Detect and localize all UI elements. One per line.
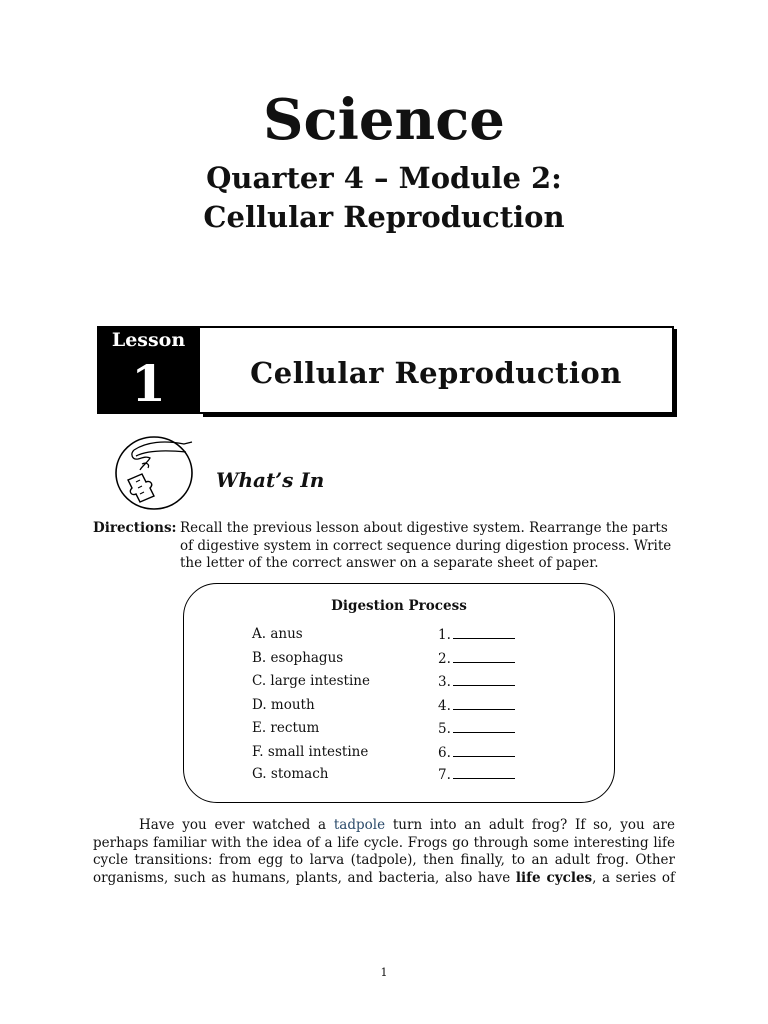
lesson-badge <box>97 326 200 414</box>
answer-blank: 1. <box>438 626 515 643</box>
digestion-item: E. rectum <box>252 720 320 736</box>
digestion-item: B. esophagus <box>252 650 344 666</box>
paragraph-line: organisms, such as humans, plants, and bacteria, also have life cycles, a series of <box>93 869 675 886</box>
body-paragraph <box>93 817 675 887</box>
keyword-tadpole: tadpole <box>333 817 386 833</box>
digestion-title: Digestion Process <box>331 598 467 614</box>
lesson-label: Lesson <box>111 329 186 351</box>
digestion-item: D. mouth <box>252 697 315 713</box>
paragraph-line: cycle transitions: from egg to larva (tadpole), then finally, to an adult frog. Other <box>93 852 675 868</box>
page-number: 1 <box>380 966 388 979</box>
answer-blank: 6. <box>438 744 515 761</box>
answer-blank: 4. <box>438 697 515 714</box>
digestion-process-box <box>183 583 615 803</box>
digestion-item: F. small intestine <box>252 744 369 760</box>
directions-text: Recall the previous lesson about digestive system. Rearrange the parts of digestive system in correct sequence during digestion process. Write the letter of the correct answer on a separate sheet of paper. <box>180 520 672 571</box>
lesson-title-box <box>200 326 674 414</box>
puzzle-hand-icon <box>112 432 198 512</box>
keyword-life-cycles: life cycles <box>515 869 593 886</box>
lesson-number: 1 <box>131 354 166 413</box>
module-subtitle: Quarter 4 – Module 2: <box>206 161 562 195</box>
paragraph-line: Have you ever watched a tadpole turn into an adult frog? If so, you are <box>139 817 675 833</box>
module-topic: Cellular Reproduction <box>203 200 565 234</box>
answer-blank: 3. <box>438 673 515 690</box>
digestion-item: G. stomach <box>252 766 329 782</box>
directions-label: Directions: <box>93 520 177 536</box>
answer-blank: 2. <box>438 650 515 667</box>
section-heading: What’s In <box>216 468 325 492</box>
lesson-title: Cellular Reproduction <box>250 356 622 390</box>
page-title: Science <box>263 87 505 153</box>
paragraph-line: perhaps familiar with the idea of a life cycle. Frogs go through some interesting life <box>93 834 675 851</box>
digestion-item: A. anus <box>252 626 303 642</box>
answer-blank: 5. <box>438 720 515 737</box>
answer-blank: 7. <box>438 766 515 783</box>
digestion-item: C. large intestine <box>252 673 370 689</box>
